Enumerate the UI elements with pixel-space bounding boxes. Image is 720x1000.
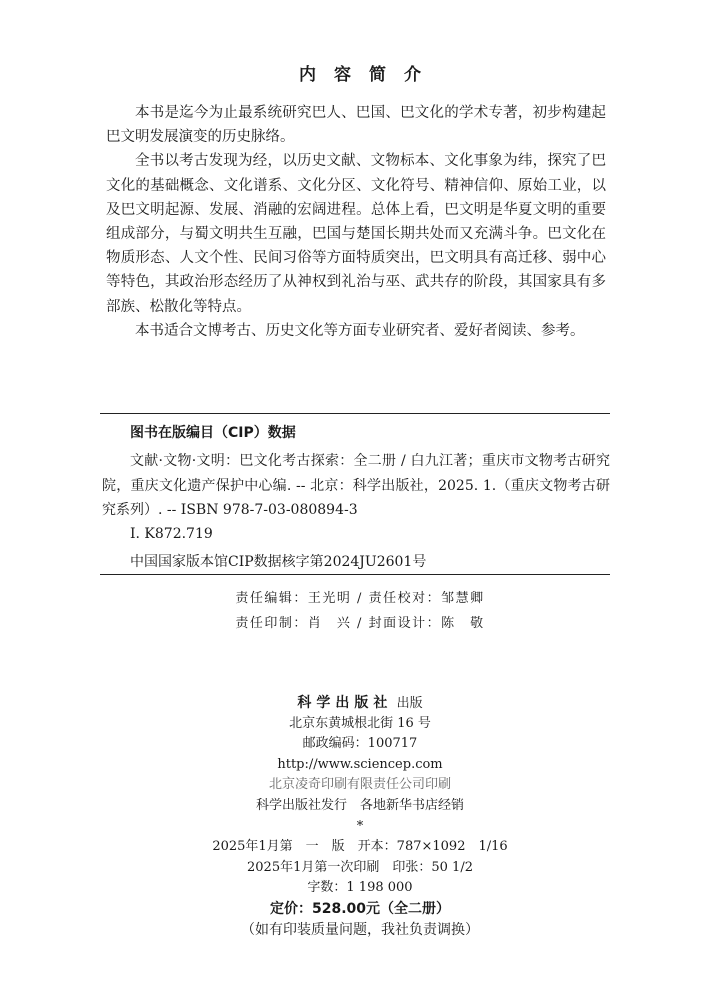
cip-record-number: 中国国家版本馆CIP数据核字第2024JU2601号 <box>130 554 427 570</box>
distribution-info: 科学出版社发行 各地新华书店经销 <box>255 797 464 813</box>
credits-production: 责任印制：肖 兴 / 封面设计：陈 敬 <box>235 616 485 631</box>
quality-notice: （如有印装质量问题，我社负责调换） <box>241 921 479 938</box>
publisher-postcode: 邮政编码：100717 <box>302 736 418 752</box>
summary-title: 内容简介 <box>299 65 439 85</box>
printer-name: 北京凌奇印刷有限责任公司印刷 <box>268 777 451 793</box>
publisher-address: 北京东黄城根北街 16 号 <box>289 715 431 731</box>
credits-editors: 责任编辑：王光明 / 责任校对：邹慧卿 <box>235 591 485 606</box>
cip-entry-text: 文献·文物·文明：巴文化考古探索：全二册 / 白九江著；重庆市文物考古研究院，重庆文化遗产保护中心编. -- 北京：科学出版社，2025. 1.（重庆文物考古研究系列）. -- ISBN 978-7-03-080894-3 <box>102 453 610 518</box>
cip-heading: 图书在版编目（CIP）数据 <box>130 425 296 441</box>
word-count: 字数：1 198 000 <box>307 880 413 896</box>
summary-paragraph-3: 本书适合文博考古、历史文化等方面专业研究者、爱好者阅读、参考。 <box>135 322 585 339</box>
publisher-line <box>0 693 720 714</box>
printing-info: 2025年1月第一次印刷 印张：50 1/2 <box>247 859 473 875</box>
edition-info: 2025年1月第 一 版 开本：787×1092 1/16 <box>212 839 508 855</box>
publisher-website: http://www.sciencep.com <box>277 756 443 772</box>
price: 定价：528.00元（全二册） <box>269 900 451 917</box>
cip-bottom-divider <box>100 574 610 575</box>
summary-paragraph-1: 本书是迄今为止最系统研究巴人、巴国、巴文化的学术专著，初步构建起巴文明发展演变的历史脉络。 <box>106 105 606 146</box>
publisher-suffix: 出版 <box>396 696 423 711</box>
summary-paragraph-2: 全书以考古发现为经，以历史文献、文物标本、文化事象为纬，探究了巴文化的基础概念、文化谱系、文化分区、文化符号、精神信仰、原始工业，以及巴文明起源、发展、消融的宏阔进程。总体上看，巴文明是华夏文明的重要组成部分，与蜀文明共生互融，巴国与楚国长期共处而又充满斗争。巴文化在物质形态、人文个性、民间习俗等方面特质突出，巴文明具有高迁移、弱中心等特色，其政治形态经历了从神权到礼治与巫、武共存的阶段，其国家具有多部族、松散化等特点。 <box>106 153 606 315</box>
separator-star: * <box>356 818 364 834</box>
cip-top-divider <box>100 413 610 414</box>
publisher-logo: 科学出版社 <box>297 695 393 711</box>
cip-classification: Ⅰ. K872.719 <box>130 526 213 542</box>
publication-info <box>0 693 720 940</box>
summary-body <box>106 101 606 343</box>
cip-entry <box>102 449 610 523</box>
